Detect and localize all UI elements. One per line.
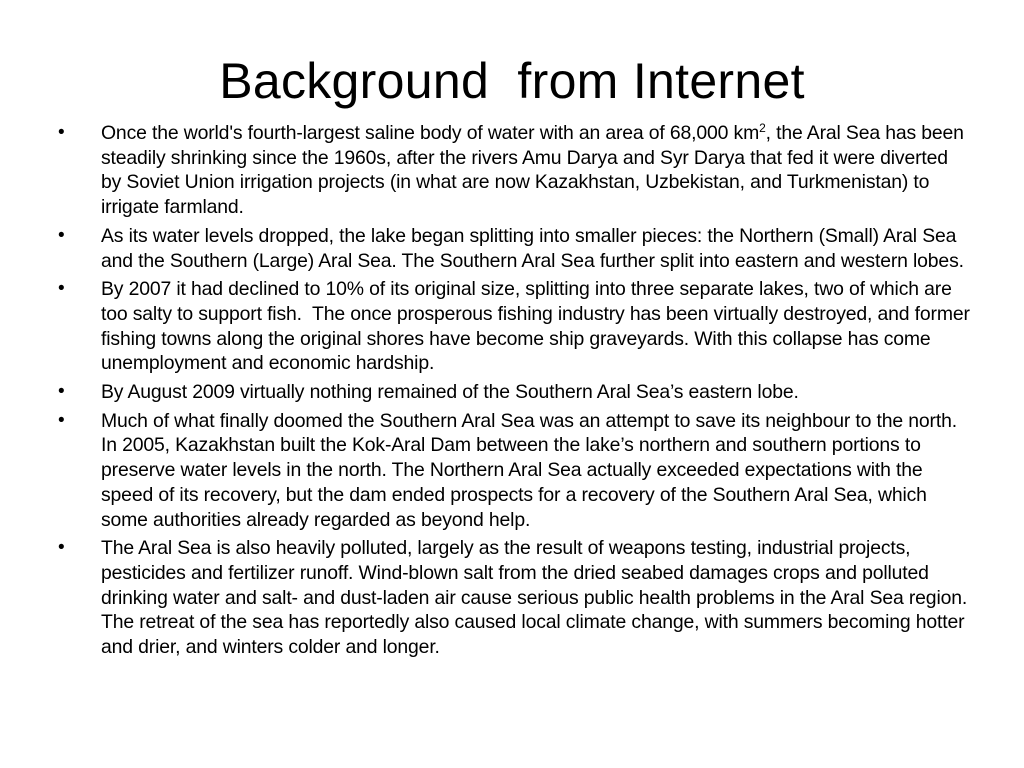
bullet-icon: • <box>58 278 65 300</box>
bullet-text-4: By August 2009 virtually nothing remained of the Southern Aral Sea’s eastern lobe. <box>101 381 799 404</box>
bullet-list <box>58 121 976 664</box>
bullet-text-1-post: , the Aral Sea has been steadily shrinking since the 1960s, after the rivers Amu Darya and Syr Darya that fed it were diverted by Soviet Union irrigation projects (in what are now Kazakhstan, Uzbekistan, and Turkmenistan) to irrigate farmland. <box>101 122 970 219</box>
bullet-icon: • <box>58 537 65 559</box>
slide-title: Background from Internet <box>219 53 805 109</box>
bullet-text-3: By 2007 it had declined to 10% of its original size, splitting into three separate lakes, two of which are too salty to support fish. The once prosperous fishing industry has been virtually destroyed, and former fishing towns along the original shores have become ship graveyards. With this collapse has come unemployment and economic hardship. <box>101 278 976 375</box>
bullet-icon: • <box>58 122 65 143</box>
bullet-text-1-pre: Once the world's fourth-largest saline body of water with an area of 68,000 km <box>101 122 760 144</box>
bullet-item-4 <box>58 380 973 405</box>
bullet-item-3 <box>58 277 976 376</box>
bullet-item-1 <box>58 121 973 220</box>
bullet-text-6: The Aral Sea is also heavily polluted, largely as the result of weapons testing, industrial projects, pesticides and fertilizer runoff. Wind-blown salt from the dried seabed damages crops and polluted drinking water and salt- and dust-laden air cause serious public health problems in the Aral Sea region. The retreat of the sea has reportedly also caused local climate change, with summers becoming hotter and drier, and winters colder and longer. <box>101 537 972 659</box>
superscript-2: 2 <box>759 121 766 135</box>
bullet-text-1 <box>101 122 969 218</box>
bullet-text-2: As its water levels dropped, the lake began splitting into smaller pieces: the Northern (Small) Aral Sea and the Southern (Large) Aral Sea. The Southern Aral Sea further split into eastern and western lobes. <box>101 224 964 272</box>
bullet-icon: • <box>58 224 65 246</box>
bullet-text-5: Much of what finally doomed the Southern Aral Sea was an attempt to save its neighbour to the north. In 2005, Kazakhstan built the Kok-Aral Dam between the lake’s northern and southern portions to preserve water levels in the north. The Northern Aral Sea actually exceeded expectations with the speed of its recovery, but the dam ended prospects for a recovery of the Southern Aral Sea, which some authorities already regarded as beyond help. <box>101 409 963 531</box>
bullet-icon: • <box>58 381 65 403</box>
bullet-item-2 <box>58 224 973 273</box>
bullet-item-5 <box>58 409 973 533</box>
bullet-icon: • <box>58 409 65 431</box>
bullet-item-6 <box>58 536 973 660</box>
